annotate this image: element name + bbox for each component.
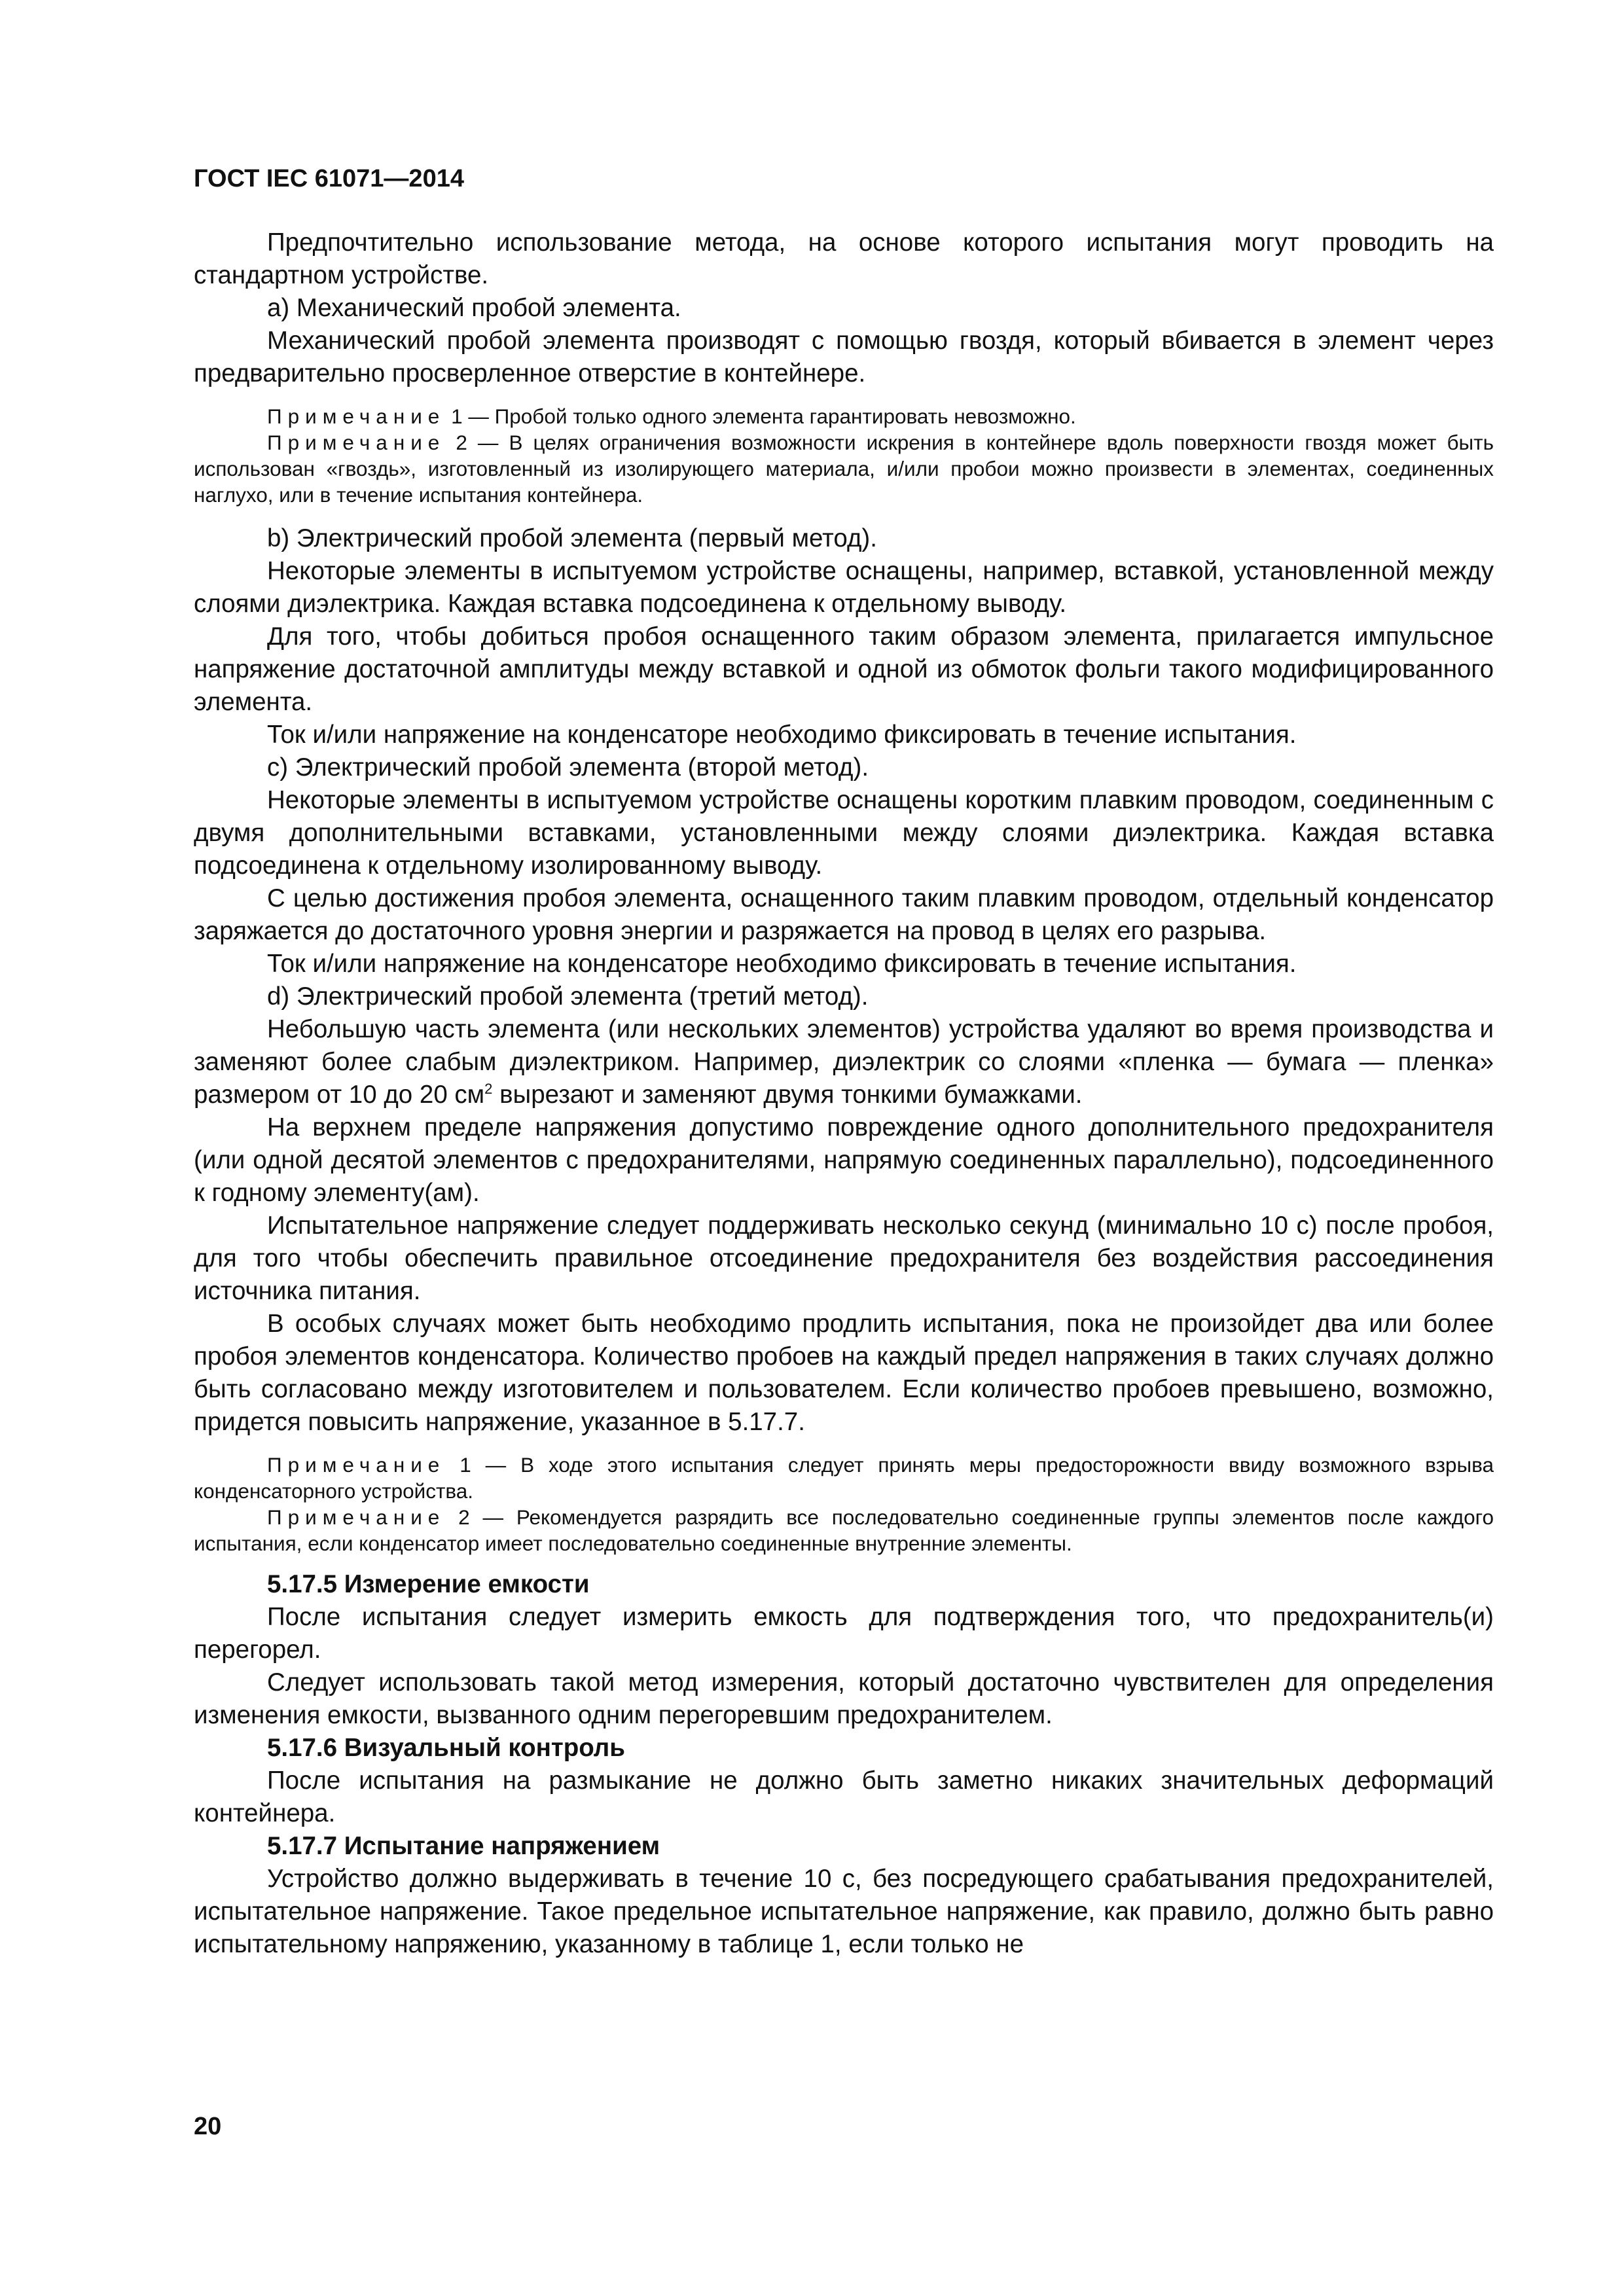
paragraph: С целью достижения пробоя элемента, оснащенного таким плавким проводом, отдельный конденсатор заряжается до достаточного уровня энергии и разряжается на провод в целях его разрыва. [194,884,1494,945]
paragraph: Некоторые элементы в испытуемом устройстве оснащены коротким плавким проводом, соединенным с двумя дополнительными вставками, установленными между слоями диэлектрика. Каждая вставка подсоединена к отдельному изолированному выводу. [194,786,1494,880]
paragraph: В особых случаях может быть необходимо продлить испытания, пока не произойдет два или более пробоя элементов конденсатора. Количество пробоев на каждый предел напряжения в таких случаях должно быть согласовано между изготовителем и пользователем. Если количество пробоев превышено, возможно, придется повысить напряжение, указанное в 5.17.7. [194,1310,1494,1436]
note [194,429,1494,508]
page-number: 20 [194,2113,222,2140]
note-text: 2 — Рекомендуется разрядить все последовательно соединенные группы элементов после каждого испытания, если конденсатор имеет последовательно соединенные внутренние элементы. [194,1505,1494,1555]
note-text: 1 — В ходе этого испытания следует принять меры предосторожности ввиду возможного взрыва конденсаторного устройства. [194,1453,1494,1503]
spacer [194,1556,1494,1568]
paragraph [194,1013,1494,1111]
note [194,1504,1494,1556]
paragraph: Предпочтительно использование метода, на основе которого испытания могут проводить на стандартном устройстве. [194,228,1494,289]
section-heading: 5.17.5 Измерение емкости [267,1570,590,1598]
note [194,403,1494,429]
note-text: 1 — Пробой только одного элемента гарантировать невозможно. [445,404,1076,428]
paragraph: Ток и/или напряжение на конденсаторе необходимо фиксировать в течение испытания. [267,950,1297,978]
text-run: вырезают и заменяют двумя тонкими бумажками. [492,1081,1083,1109]
note-lead: Примечание [267,1453,446,1477]
list-item-a: a) Механический пробой элемента. [267,294,681,322]
page-content [194,226,1494,1961]
paragraph: Некоторые элементы в испытуемом устройстве оснащены, например, вставкой, установленной между слоями диэлектрика. Каждая вставка подсоединена к отдельному выводу. [194,557,1494,618]
paragraph: После испытания на размыкание не должно быть заметно никаких значительных деформаций контейнера. [194,1767,1494,1827]
paragraph: Устройство должно выдерживать в течение 10 с, без посредующего срабатывания предохранителей, испытательное напряжение. Такое предельное испытательное напряжение, как правило, должно быть равно испытательному напряжению, указанному в таблице 1, если только не [194,1865,1494,1958]
list-item-d: d) Электрический пробой элемента (третий метод). [267,982,869,1011]
paragraph: Следует использовать такой метод измерения, который достаточно чувствителен для определения изменения емкости, вызванного одним перегоревшим предохранителем. [194,1668,1494,1729]
paragraph: После испытания следует измерить емкость для подтверждения того, что предохранитель(и) перегорел. [194,1603,1494,1664]
note-lead: Примечание [267,404,446,428]
superscript: 2 [484,1081,493,1098]
list-item-c: c) Электрический пробой элемента (второй метод). [267,753,869,781]
spacer [194,508,1494,522]
text-run: Небольшую часть элемента (или нескольких элементов) устройства удаляют во время производства и заменяют более слабым диэлектриком. Например, диэлектрик со слоями «пленка — бумага — пленка» размером от 10 до 20 см [194,1015,1494,1109]
paragraph: Испытательное напряжение следует поддерживать несколько секунд (минимально 10 с) после пробоя, для того чтобы обеспечить правильное отсоединение предохранителя без воздействия рассоединения источника питания. [194,1211,1494,1305]
section-heading: 5.17.7 Испытание напряжением [267,1832,660,1860]
paragraph: Для того, чтобы добиться пробоя оснащенного таким образом элемента, прилагается импульсное напряжение достаточной амплитуды между вставкой и одной из обмоток фольги такого модифицированного элемента. [194,622,1494,716]
spacer [194,390,1494,403]
note-text: 2 — В целях ограничения возможности искрения в контейнере вдоль поверхности гвоздя может быть использован «гвоздь», изготовленный из изолирующего материала, и/или пробои можно произвести в элементах, соединенных наглухо, или в течение испытания контейнера. [194,431,1494,507]
standard-header: ГОСТ IEC 61071—2014 [194,165,464,192]
note [194,1452,1494,1504]
paragraph: Механический пробой элемента производят с помощью гвоздя, который вбивается в элемент через предварительно просверленное отверстие в контейнере. [194,327,1494,387]
section-heading: 5.17.6 Визуальный контроль [267,1734,625,1762]
spacer [194,1439,1494,1452]
list-item-b: b) Электрический пробой элемента (первый метод). [267,524,877,552]
note-lead: Примечание [267,1505,446,1529]
paragraph: Ток и/или напряжение на конденсаторе необходимо фиксировать в течение испытания. [267,721,1297,749]
note-lead: Примечание [267,431,446,454]
paragraph: На верхнем пределе напряжения допустимо повреждение одного дополнительного предохранителя (или одной десятой элементов с предохранителями, напрямую соединенных параллельно), подсоединенного к годному элементу(ам). [194,1113,1494,1207]
